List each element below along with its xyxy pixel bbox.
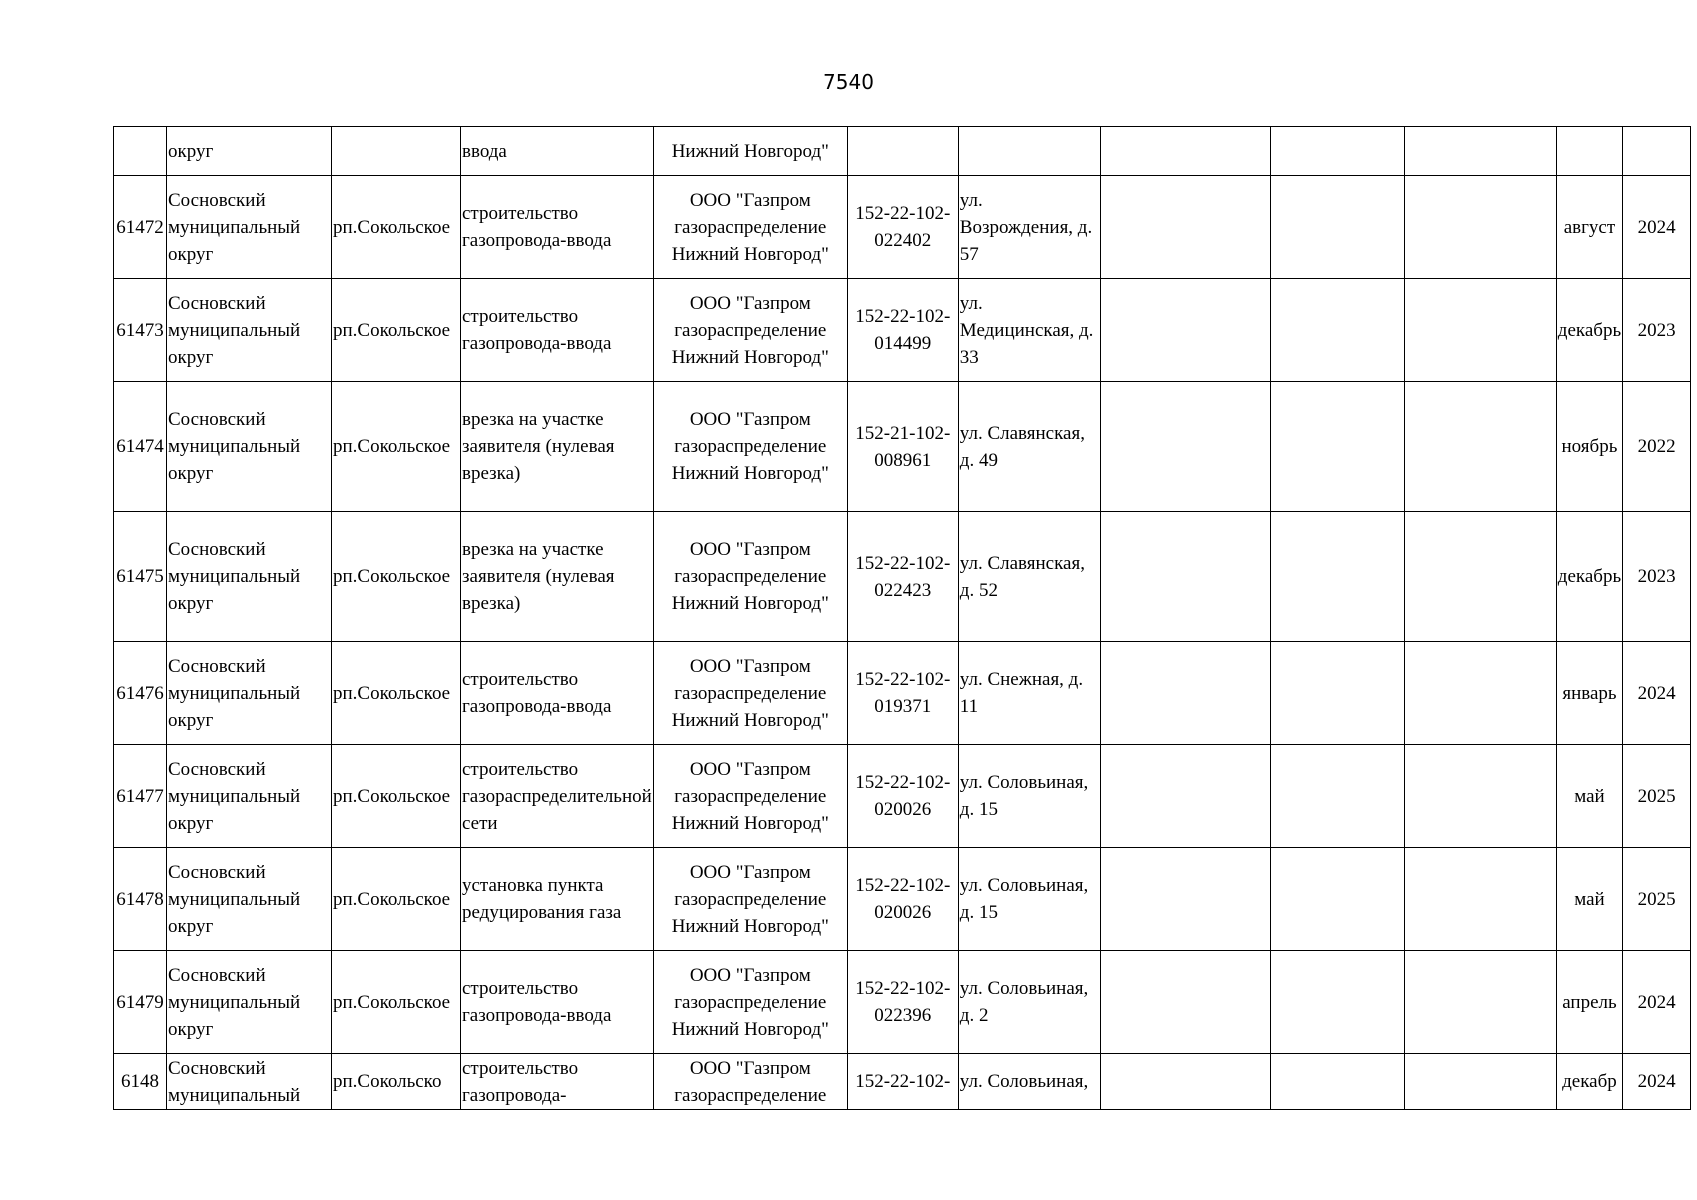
cell-district: Сосновский муниципальный: [167, 1054, 332, 1110]
cell-locality: рп.Сокольско: [332, 1054, 461, 1110]
cell-num: 61479: [114, 951, 167, 1054]
cell-num: 61478: [114, 848, 167, 951]
cell-empty: [1404, 642, 1556, 745]
cell-org: Нижний Новгород": [653, 127, 847, 176]
cell-empty: [1100, 176, 1270, 279]
cell-empty: [1270, 642, 1404, 745]
cell-num: 61472: [114, 176, 167, 279]
cell-work: строительство газопровода-: [461, 1054, 654, 1110]
cell-locality: рп.Сокольское: [332, 745, 461, 848]
table-row: [114, 279, 1691, 382]
cell-empty: [1404, 176, 1556, 279]
cell-num: 61477: [114, 745, 167, 848]
cell-district: Сосновский муниципальный округ: [167, 848, 332, 951]
cell-empty: [1100, 848, 1270, 951]
cell-work: ввода: [461, 127, 654, 176]
cell-month: декабрь: [1556, 279, 1622, 382]
cell-address: ул. Медицинская, д. 33: [958, 279, 1100, 382]
cell-work: врезка на участке заявителя (нулевая врезка): [461, 512, 654, 642]
cell-work: строительство газопровода-ввода: [461, 279, 654, 382]
cell-empty: [1270, 382, 1404, 512]
cell-address: ул. Соловьиная, д. 2: [958, 951, 1100, 1054]
cell-num: [114, 127, 167, 176]
table-row: [114, 176, 1691, 279]
cell-num: 61473: [114, 279, 167, 382]
cell-month: август: [1556, 176, 1622, 279]
cell-work: установка пункта редуцирования газа: [461, 848, 654, 951]
table-row: [114, 745, 1691, 848]
cell-code: 152-22-102-019371: [847, 642, 958, 745]
cell-district: округ: [167, 127, 332, 176]
cell-locality: [332, 127, 461, 176]
cell-district: Сосновский муниципальный округ: [167, 745, 332, 848]
cell-year: [1623, 127, 1691, 176]
cell-locality: рп.Сокольское: [332, 848, 461, 951]
cell-empty: [1270, 512, 1404, 642]
cell-empty: [1100, 642, 1270, 745]
cell-org: ООО "Газпром газораспределение Нижний Новгород": [653, 745, 847, 848]
table-row: [114, 127, 1691, 176]
cell-district: Сосновский муниципальный округ: [167, 279, 332, 382]
cell-address: ул. Снежная, д. 11: [958, 642, 1100, 745]
cell-address: ул. Соловьиная, д. 15: [958, 745, 1100, 848]
cell-address: ул. Славянская, д. 52: [958, 512, 1100, 642]
cell-locality: рп.Сокольское: [332, 512, 461, 642]
cell-district: Сосновский муниципальный округ: [167, 951, 332, 1054]
cell-code: 152-22-102-: [847, 1054, 958, 1110]
cell-empty: [1404, 745, 1556, 848]
cell-empty: [1270, 279, 1404, 382]
cell-locality: рп.Сокольское: [332, 382, 461, 512]
cell-district: Сосновский муниципальный округ: [167, 382, 332, 512]
register-table: [113, 126, 1691, 1110]
cell-year: 2025: [1623, 745, 1691, 848]
cell-year: 2024: [1623, 642, 1691, 745]
cell-district: Сосновский муниципальный округ: [167, 176, 332, 279]
cell-code: 152-22-102-020026: [847, 745, 958, 848]
cell-empty: [1270, 176, 1404, 279]
cell-empty: [1100, 279, 1270, 382]
cell-locality: рп.Сокольское: [332, 642, 461, 745]
cell-code: 152-22-102-022423: [847, 512, 958, 642]
cell-empty: [1100, 951, 1270, 1054]
cell-empty: [1100, 512, 1270, 642]
cell-address: [958, 127, 1100, 176]
cell-year: 2023: [1623, 512, 1691, 642]
cell-code: 152-22-102-014499: [847, 279, 958, 382]
cell-empty: [1270, 848, 1404, 951]
cell-empty: [1404, 279, 1556, 382]
cell-month: ноябрь: [1556, 382, 1622, 512]
cell-org: ООО "Газпром газораспределение Нижний Новгород": [653, 848, 847, 951]
cell-month: январь: [1556, 642, 1622, 745]
cell-work: строительство газопровода-ввода: [461, 176, 654, 279]
cell-org: ООО "Газпром газораспределение Нижний Новгород": [653, 512, 847, 642]
cell-empty: [1100, 1054, 1270, 1110]
table-row: [114, 951, 1691, 1054]
cell-code: 152-22-102-022402: [847, 176, 958, 279]
cell-address: ул. Соловьиная,: [958, 1054, 1100, 1110]
cell-org: ООО "Газпром газораспределение Нижний Новгород": [653, 642, 847, 745]
cell-year: 2022: [1623, 382, 1691, 512]
cell-locality: рп.Сокольское: [332, 951, 461, 1054]
cell-address: ул. Славянская, д. 49: [958, 382, 1100, 512]
cell-work: строительство газопровода-ввода: [461, 642, 654, 745]
cell-year: 2024: [1623, 1054, 1691, 1110]
cell-org: ООО "Газпром газораспределение: [653, 1054, 847, 1110]
cell-empty: [1404, 848, 1556, 951]
cell-empty: [1404, 127, 1556, 176]
cell-year: 2025: [1623, 848, 1691, 951]
cell-empty: [1270, 951, 1404, 1054]
cell-empty: [1270, 745, 1404, 848]
cell-org: ООО "Газпром газораспределение Нижний Новгород": [653, 382, 847, 512]
table-row: [114, 382, 1691, 512]
cell-empty: [1404, 382, 1556, 512]
cell-month: апрель: [1556, 951, 1622, 1054]
cell-num: 61476: [114, 642, 167, 745]
cell-district: Сосновский муниципальный округ: [167, 642, 332, 745]
cell-empty: [1100, 745, 1270, 848]
page-number: 7540: [823, 70, 874, 94]
cell-code: 152-21-102-008961: [847, 382, 958, 512]
cell-empty: [1270, 127, 1404, 176]
cell-work: строительство газораспределительной сети: [461, 745, 654, 848]
table-row: [114, 512, 1691, 642]
cell-month: май: [1556, 848, 1622, 951]
cell-code: 152-22-102-022396: [847, 951, 958, 1054]
table-row: [114, 1054, 1691, 1110]
cell-empty: [1404, 1054, 1556, 1110]
cell-address: ул. Соловьиная, д. 15: [958, 848, 1100, 951]
cell-month: декабр: [1556, 1054, 1622, 1110]
cell-num: 6148: [114, 1054, 167, 1110]
cell-year: 2024: [1623, 951, 1691, 1054]
cell-locality: рп.Сокольское: [332, 176, 461, 279]
cell-locality: рп.Сокольское: [332, 279, 461, 382]
cell-empty: [1100, 127, 1270, 176]
cell-empty: [1404, 512, 1556, 642]
cell-code: 152-22-102-020026: [847, 848, 958, 951]
cell-work: строительство газопровода-ввода: [461, 951, 654, 1054]
cell-empty: [1100, 382, 1270, 512]
cell-year: 2023: [1623, 279, 1691, 382]
table-row: [114, 642, 1691, 745]
cell-num: 61475: [114, 512, 167, 642]
cell-address: ул. Возрождения, д. 57: [958, 176, 1100, 279]
cell-empty: [1404, 951, 1556, 1054]
cell-month: декабрь: [1556, 512, 1622, 642]
cell-month: май: [1556, 745, 1622, 848]
cell-empty: [1270, 1054, 1404, 1110]
cell-org: ООО "Газпром газораспределение Нижний Новгород": [653, 176, 847, 279]
cell-code: [847, 127, 958, 176]
cell-org: ООО "Газпром газораспределение Нижний Новгород": [653, 951, 847, 1054]
cell-num: 61474: [114, 382, 167, 512]
table-row: [114, 848, 1691, 951]
cell-district: Сосновский муниципальный округ: [167, 512, 332, 642]
cell-org: ООО "Газпром газораспределение Нижний Новгород": [653, 279, 847, 382]
cell-year: 2024: [1623, 176, 1691, 279]
cell-month: [1556, 127, 1622, 176]
cell-work: врезка на участке заявителя (нулевая врезка): [461, 382, 654, 512]
